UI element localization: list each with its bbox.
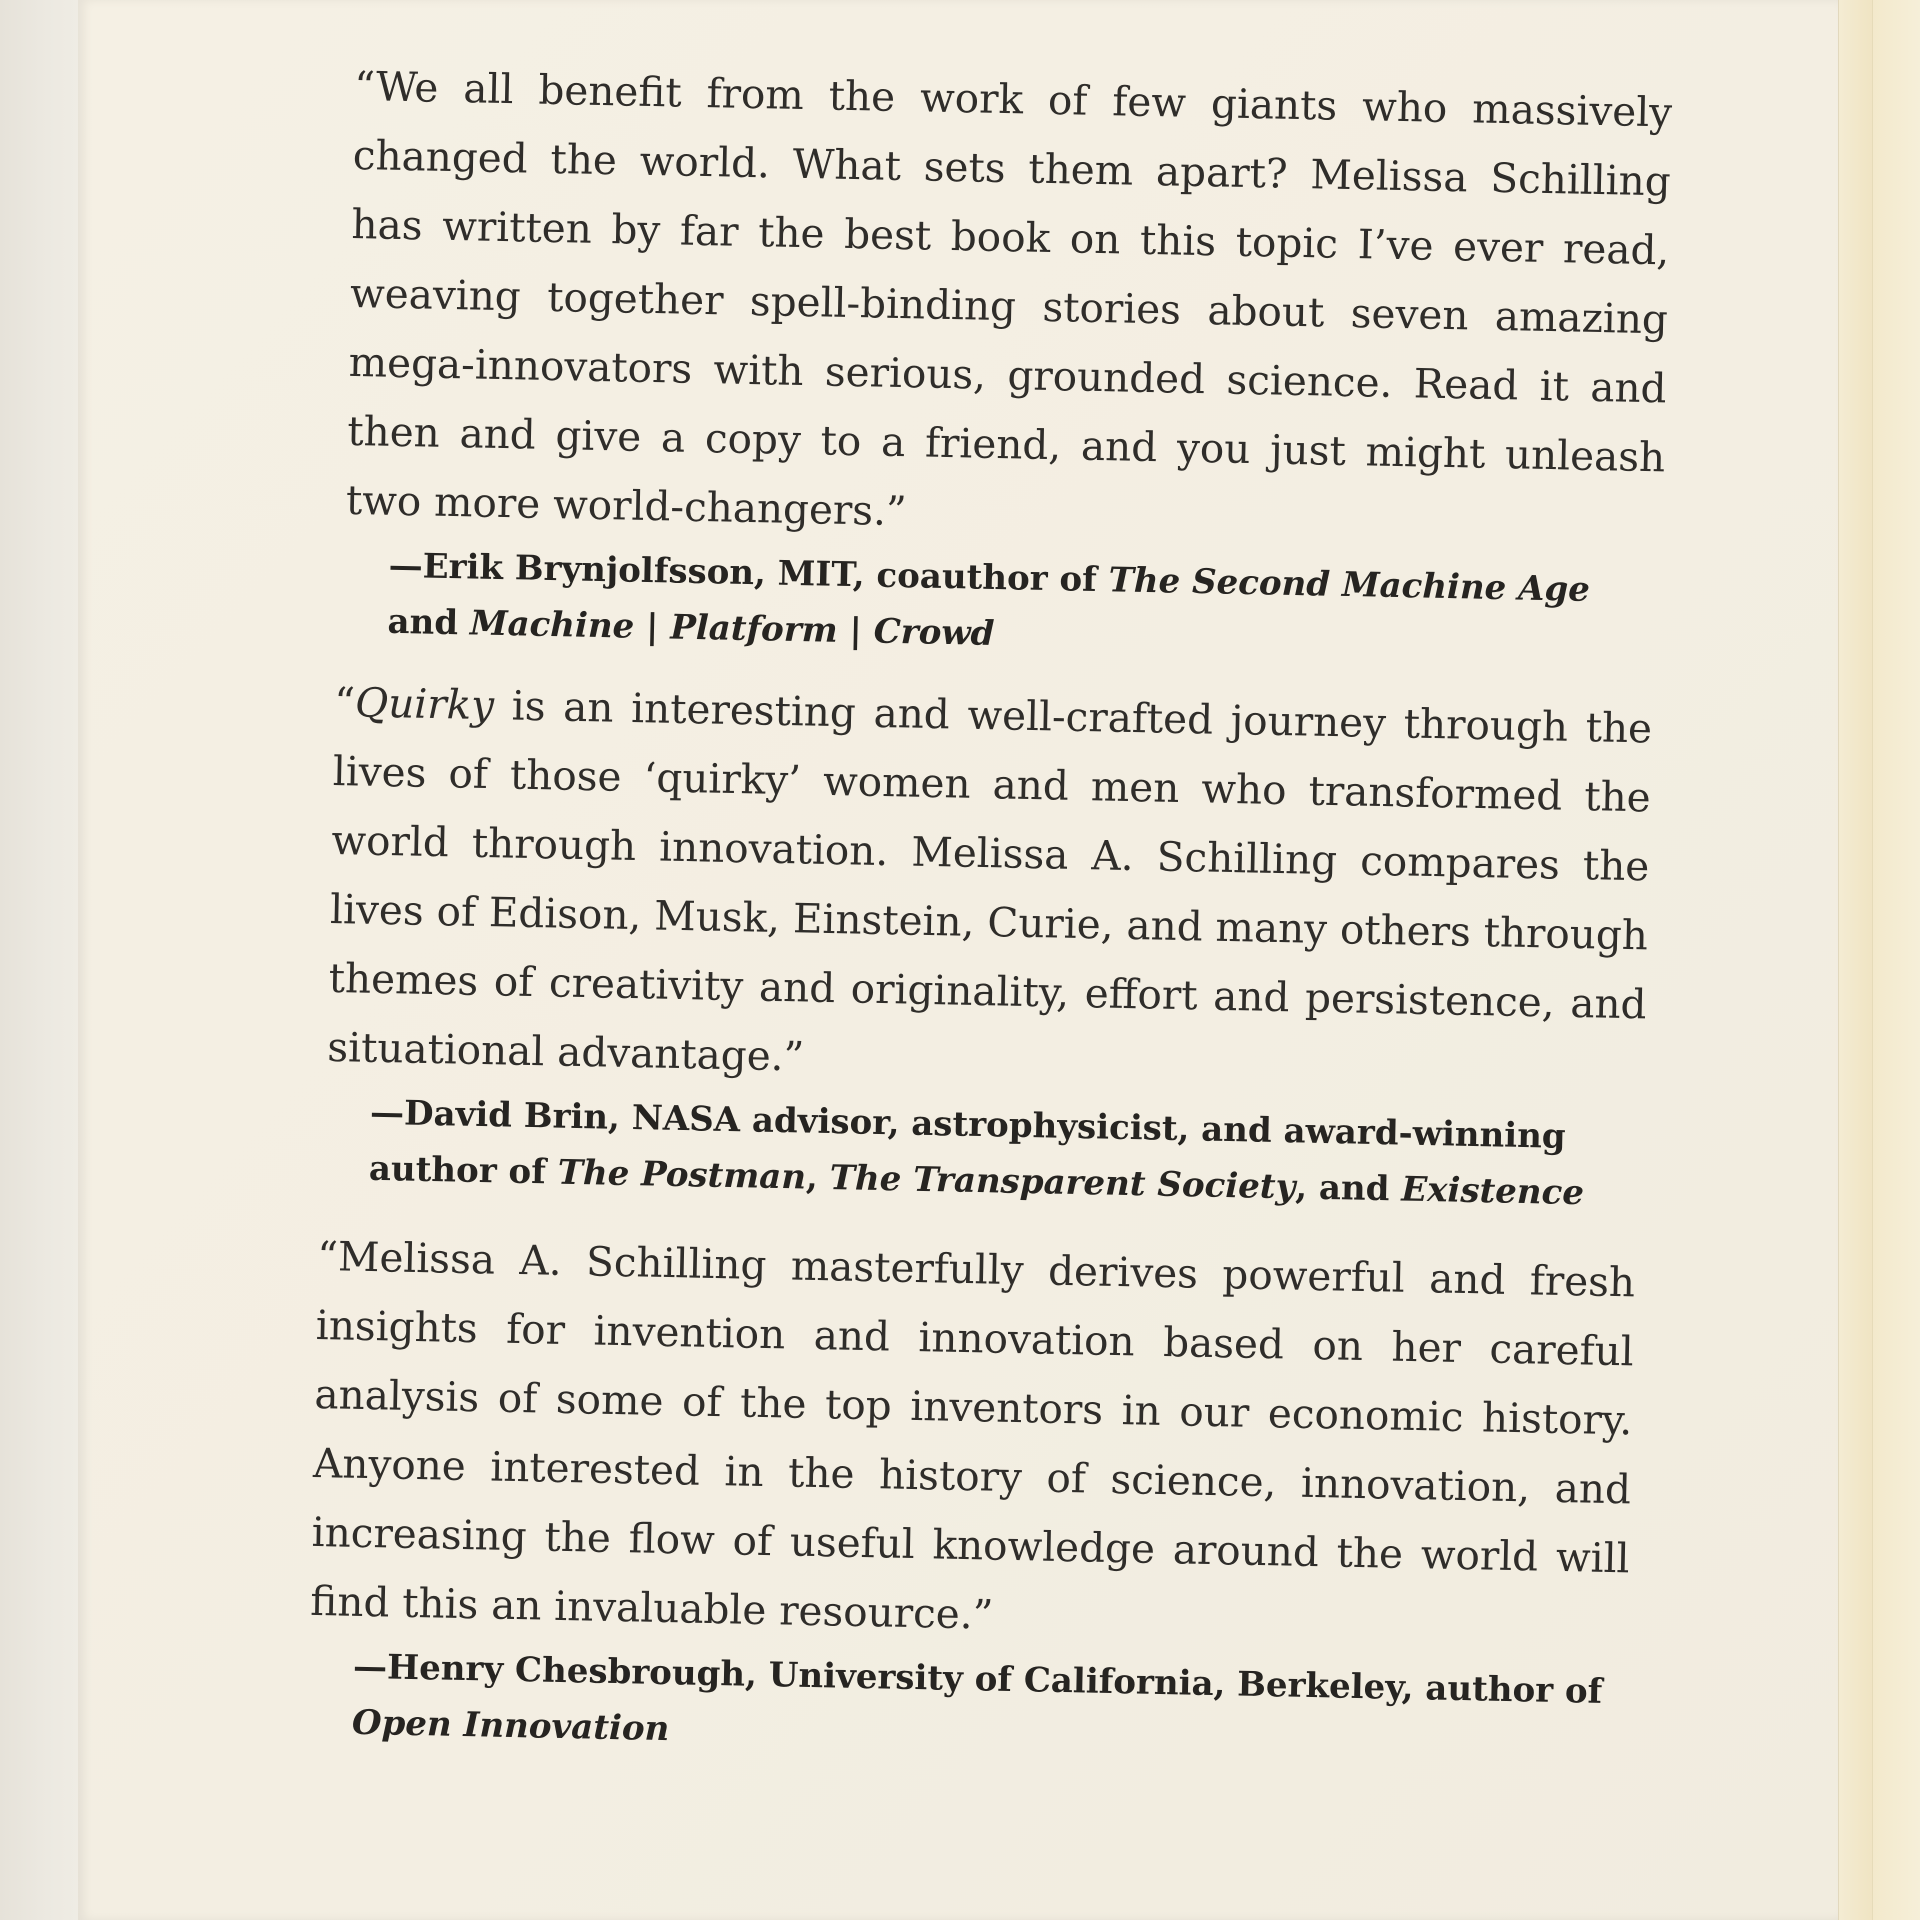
attribution-separator: , xyxy=(805,1157,831,1199)
background-surface xyxy=(0,0,78,1920)
blurb-quote: “Melissa A. Schilling masterfully derives powerful and fresh insights for invention and innovation based on her careful analysis of some of the top inventors in our economic history. Anyone interested in the history of science, innovation, and increasing the flow of useful knowledge around the world will find this an invaluable resource.” xyxy=(309,1231,1636,1639)
book-title: Open Innovation xyxy=(351,1702,670,1750)
blurb-brynjolfsson xyxy=(343,52,1673,675)
quote-text: is an interesting and well-crafted journey through the lives of those ‘quirky’ women and men who transformed the world through innovation. Melissa A. Schilling compares the lives of Edison, Musk, Einstein, Curie, and many others through themes of creativity and originality, effort and persistence, and situational advantage.” xyxy=(326,681,1653,1081)
attribution-separator: , and xyxy=(1294,1167,1402,1210)
book-title: The Transparent Society xyxy=(829,1158,1296,1208)
attribution-author: —Henry Chesbrough, University of California, Berkeley, author of xyxy=(352,1646,1603,1712)
blurb-brin xyxy=(324,668,1652,1222)
page-edge xyxy=(1838,0,1873,1920)
attribution-joiner: and xyxy=(387,601,471,644)
page-edge-outer xyxy=(1872,0,1920,1920)
attribution-author: —David Brin, NASA advisor, astrophysicist, and award-winning author of xyxy=(368,1092,1567,1193)
blurb-chesbrough xyxy=(307,1222,1635,1776)
quote-open-mark: “ xyxy=(333,677,356,727)
blurb-quote xyxy=(327,668,1653,1108)
book-title: The Second Machine Age xyxy=(1108,560,1591,610)
attribution-author: —Erik Brynjolfsson, MIT, coauthor of xyxy=(388,545,1109,601)
book-title: Quirky xyxy=(354,678,495,730)
book-title: Existence xyxy=(1400,1169,1585,1214)
blurb-quote: “We all benefit from the work of few giants who massively changed the world. What sets them apart? Melissa Schilling has written by far the best book on this topic I’ve ever read, weaving together spell-binding stories about seven amazing mega-innovators with serious, grounded science. Read it and then and give a copy to a friend, and you just might unleash two more world-changers.” xyxy=(345,61,1673,536)
book-title: Machine | Platform | Crowd xyxy=(469,603,995,654)
book-title: The Postman xyxy=(557,1152,807,1198)
